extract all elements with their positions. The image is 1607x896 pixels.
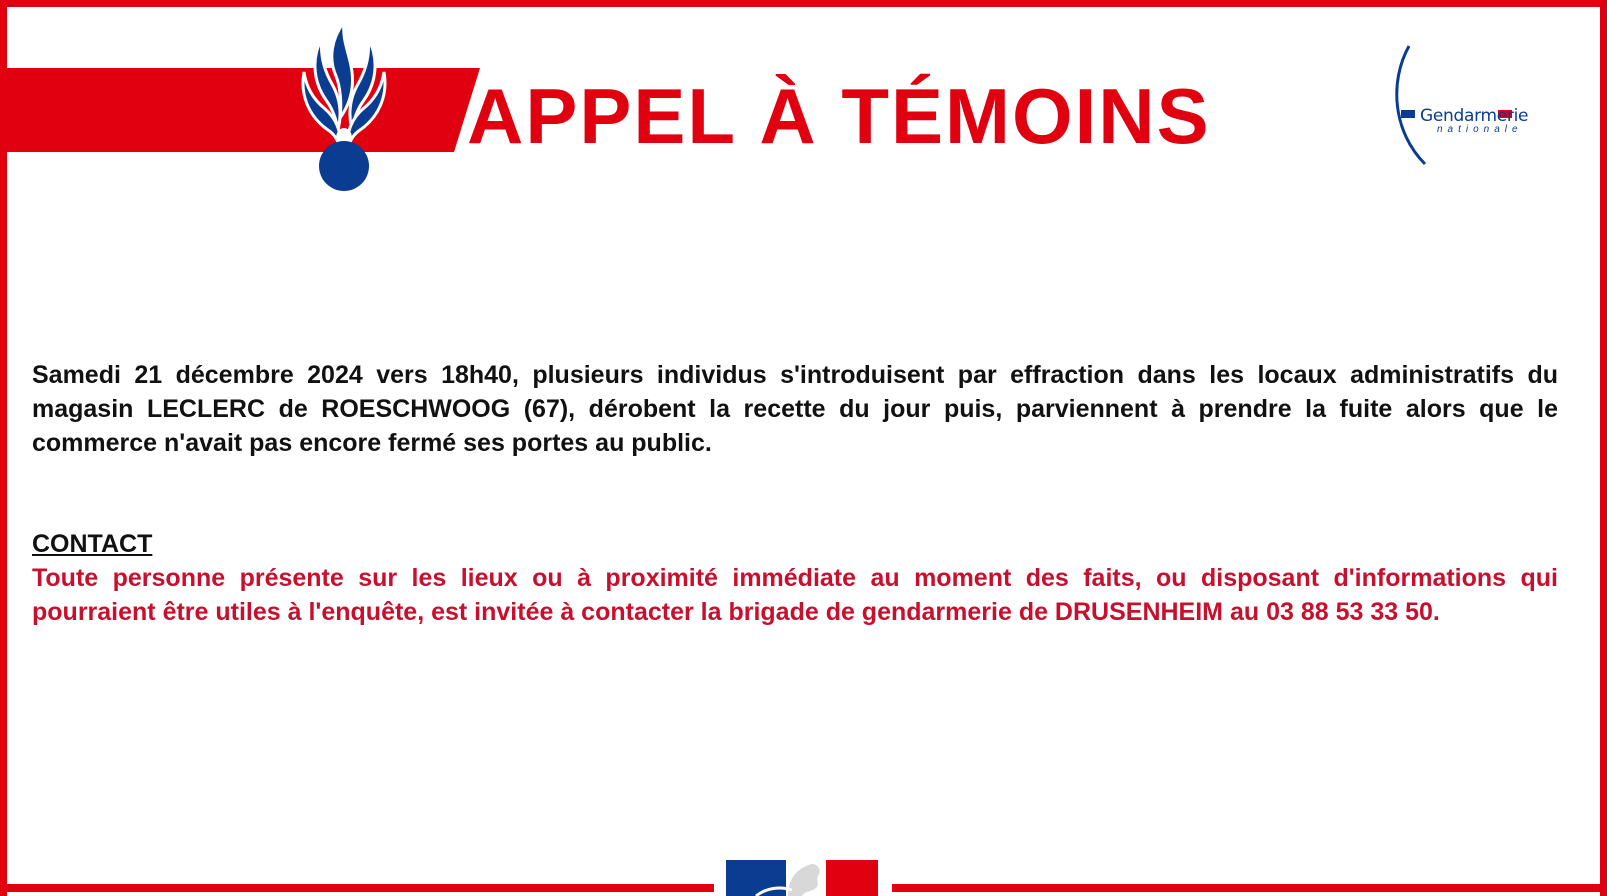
page-title: APPEL À TÉMOINS — [467, 72, 1211, 160]
flaming-grenade-icon — [298, 18, 390, 194]
republique-francaise-logo — [726, 860, 878, 896]
contact-heading: CONTACT — [32, 530, 153, 558]
gendarmerie-subtitle: nationale — [1437, 124, 1523, 135]
header-banner — [0, 60, 480, 170]
gendarmerie-name: Gendarmerie — [1420, 106, 1529, 126]
bottom-rule-right — [892, 884, 1607, 892]
contact-instructions: Toute personne présente sur les lieux ou à proximité immédiate au moment des faits, ou disposant d'informations qui pourraient être utiles à l'enquête, est invitée à contacter la brigade de gendarmerie de DRUSENHEIM au 03 88 53 33 50. — [32, 564, 1558, 626]
incident-description: Samedi 21 décembre 2024 vers 18h40, plusieurs individus s'introduisent par effraction dans les locaux administratifs du magasin LECLERC de ROESCHWOOG (67), dérobent la recette du jour puis, parviennent à prendre la fuite alors que le commerce n'avait pas encore fermé ses portes au public. — [32, 361, 1558, 457]
bottom-rule-left — [0, 884, 714, 892]
